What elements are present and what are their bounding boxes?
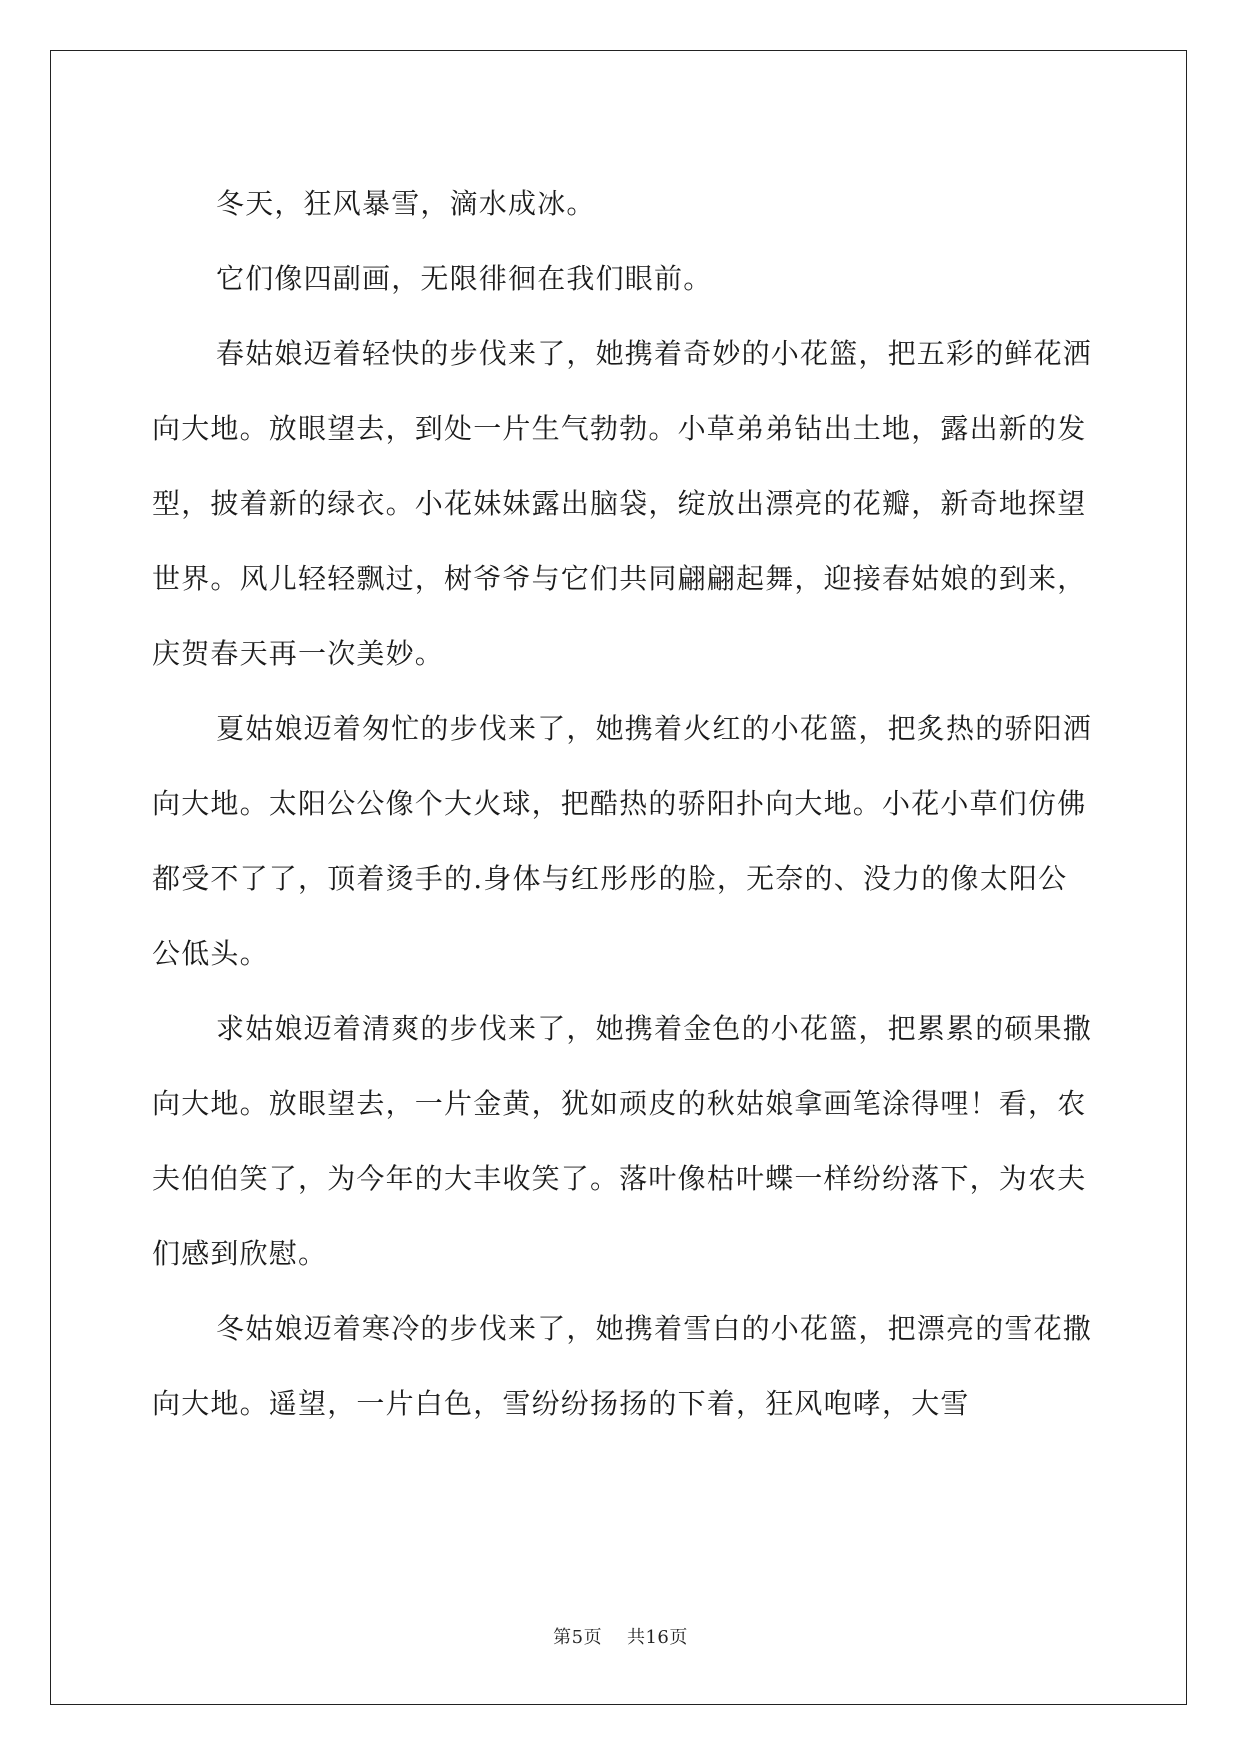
paragraph: 冬姑娘迈着寒冷的步伐来了，她携着雪白的小花篮，把漂亮的雪花撒向大地。遥望，一片白色，雪纷纷扬扬的下着，狂风咆哮，大雪 bbox=[152, 1312, 1093, 1420]
page-footer bbox=[0, 1623, 1241, 1649]
paragraph: 冬天，狂风暴雪，滴水成冰。 bbox=[216, 187, 596, 220]
document-body bbox=[152, 166, 1092, 1441]
paragraph: 求姑娘迈着清爽的步伐来了，她携着金色的小花篮，把累累的硕果撒向大地。放眼望去，一片金黄，犹如顽皮的秋姑娘拿画笔涂得哩！看，农夫伯伯笑了，为今年的大丰收笑了。落叶像枯叶蝶一样纷纷落下，为农夫们感到欣慰。 bbox=[152, 1012, 1093, 1270]
paragraph: 夏姑娘迈着匆忙的步伐来了，她携着火红的小花篮，把炙热的骄阳洒向大地。太阳公公像个大火球，把酷热的骄阳扑向大地。小花小草们仿佛都受不了了，顶着烫手的.身体与红彤彤的脸，无奈的、没力的像太阳公公低头。 bbox=[152, 712, 1093, 970]
total-pages: 共16页 bbox=[626, 1627, 688, 1648]
paragraph: 春姑娘迈着轻快的步伐来了，她携着奇妙的小花篮，把五彩的鲜花洒向大地。放眼望去，到处一片生气勃勃。小草弟弟钻出土地，露出新的发型，披着新的绿衣。小花妹妹露出脑袋，绽放出漂亮的花瓣，新奇地探望世界。风儿轻轻飘过，树爷爷与它们共同翩翩起舞，迎接春姑娘的到来，庆贺春天再一次美妙。 bbox=[152, 337, 1093, 670]
page-number: 第5页 bbox=[553, 1627, 603, 1648]
paragraph: 它们像四副画，无限徘徊在我们眼前。 bbox=[216, 262, 713, 295]
